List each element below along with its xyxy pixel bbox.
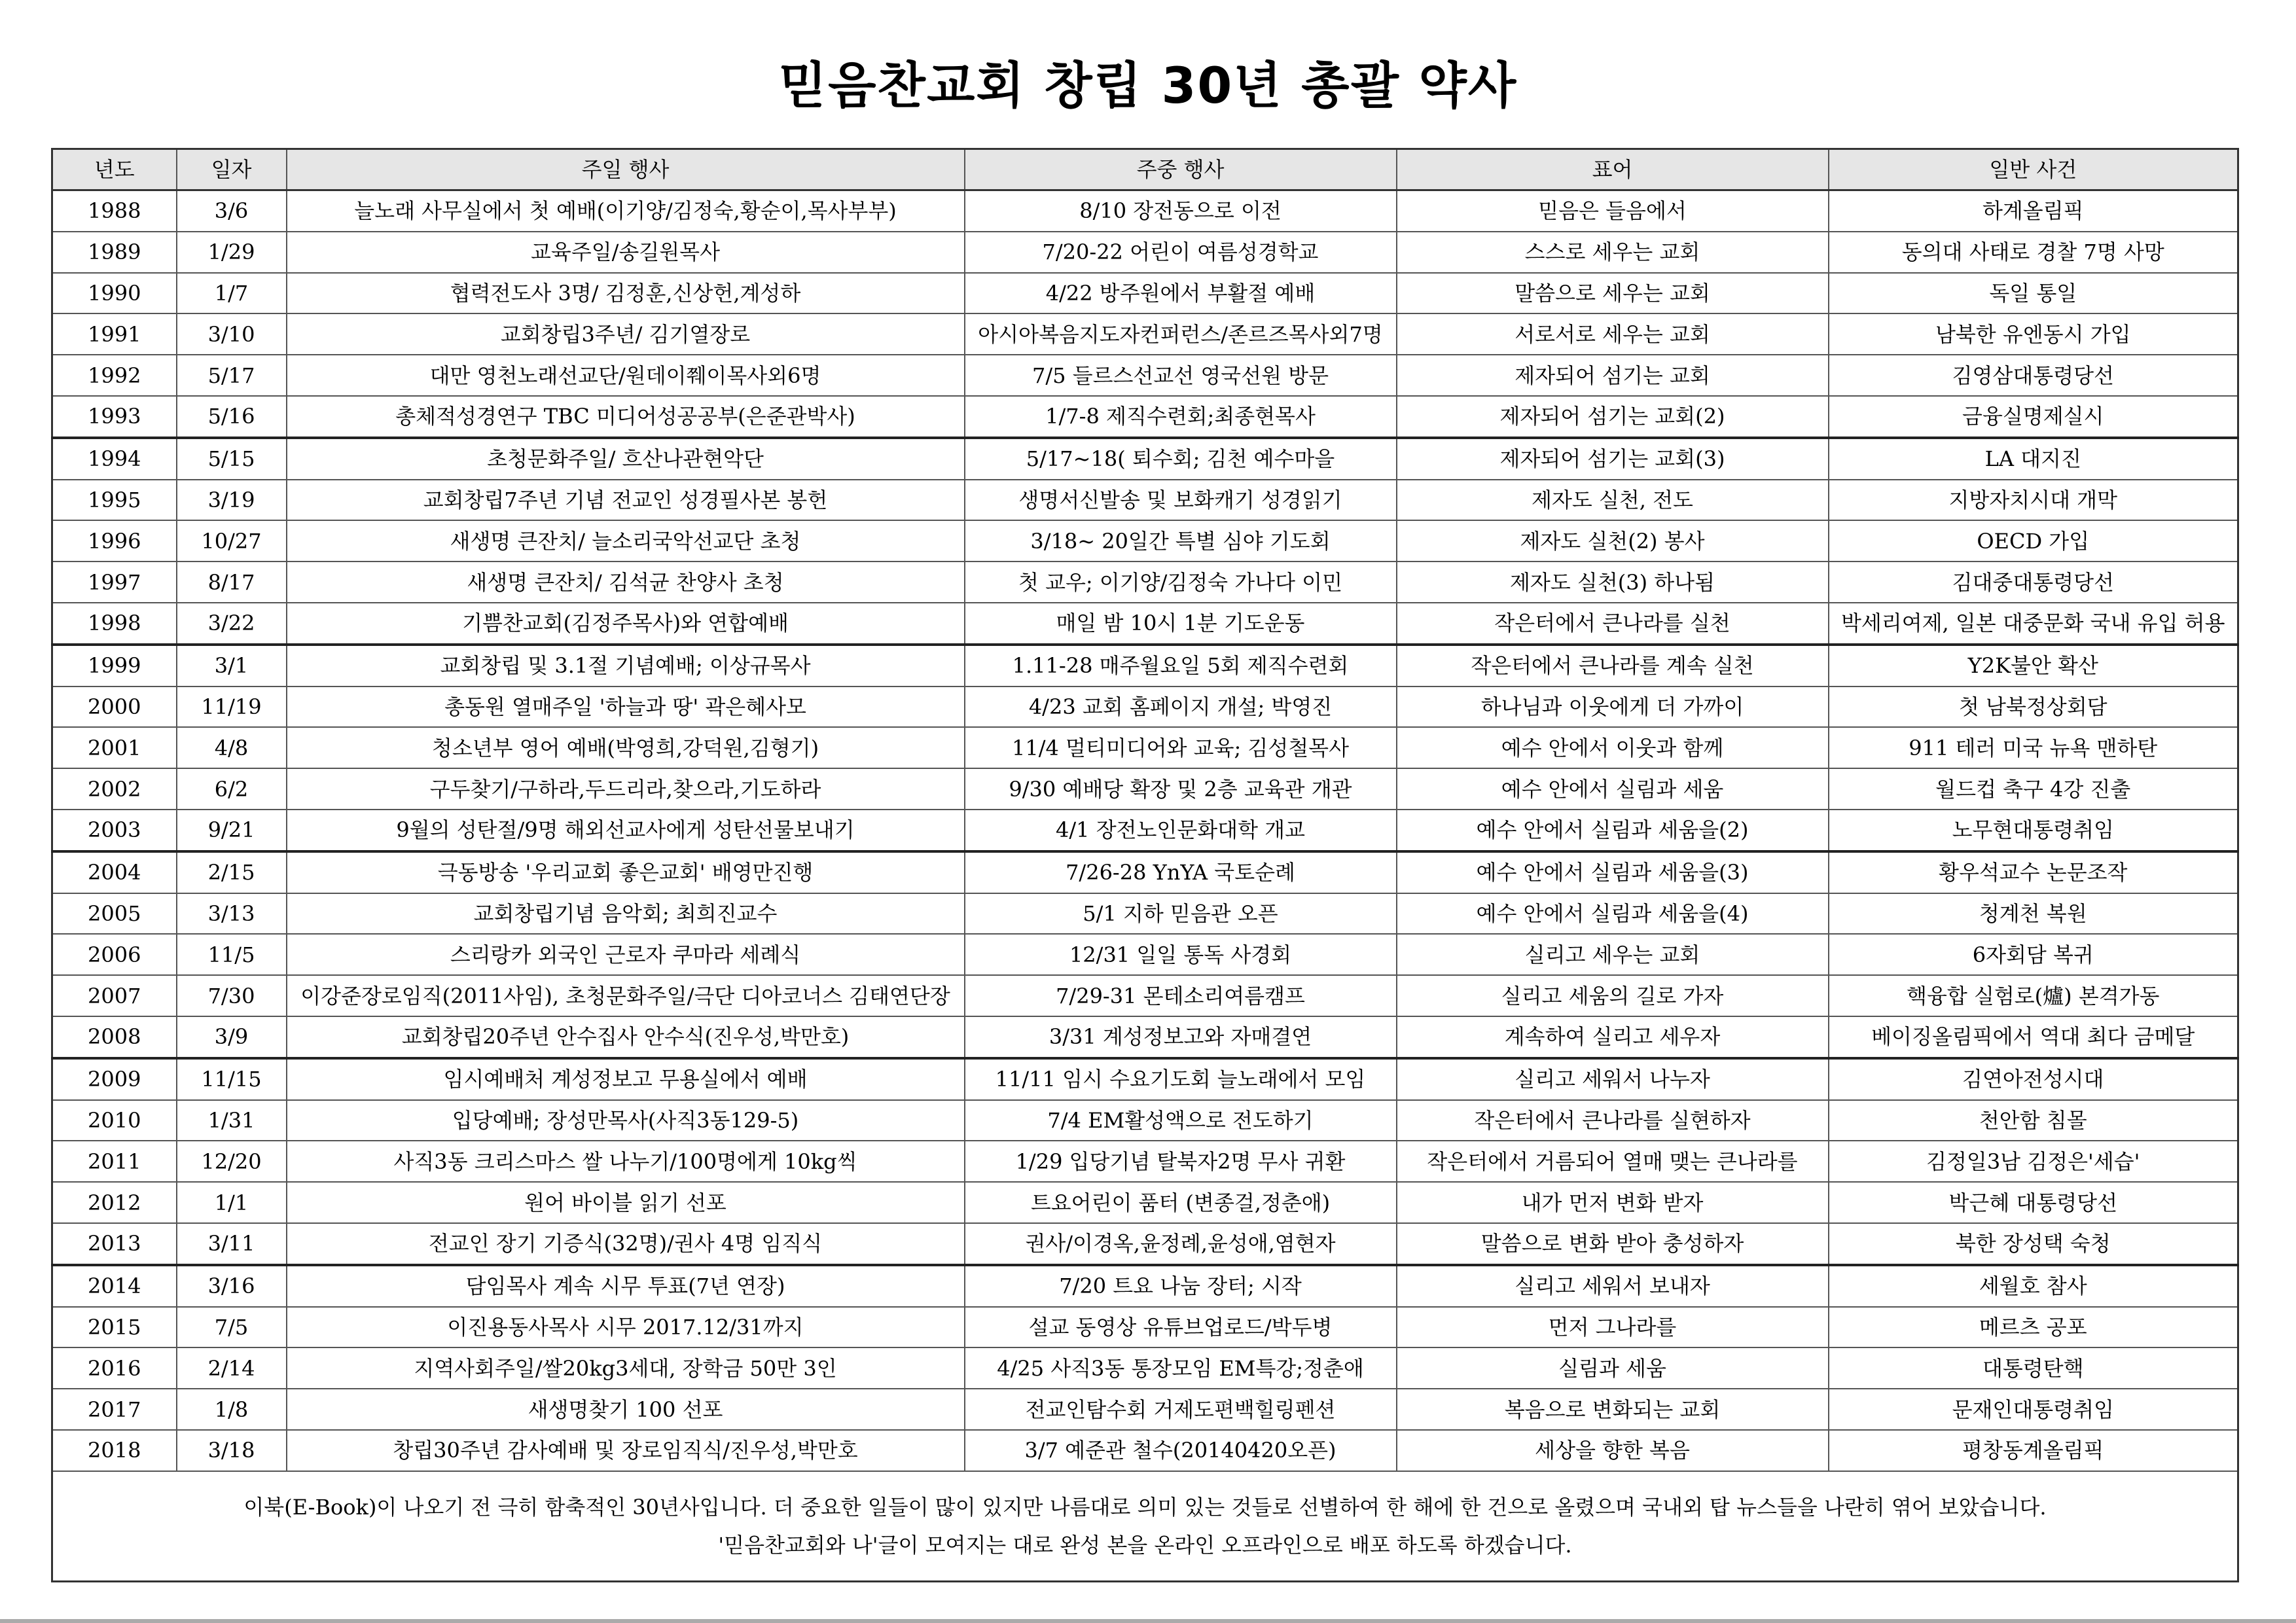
date-cell: 1/29: [177, 232, 287, 273]
table-row: [52, 1141, 2238, 1182]
year-cell: 1990: [52, 273, 177, 314]
motto-cell: 제자되어 섬기는 교회(2): [1397, 396, 1829, 438]
motto-cell: 스스로 세우는 교회: [1397, 232, 1829, 273]
date-cell: 1/1: [177, 1182, 287, 1223]
date-cell: 3/10: [177, 313, 287, 355]
weekday-event-cell: 7/5 들르스선교선 영국선원 방문: [965, 355, 1397, 396]
sunday-event-cell: 초청문화주일/ 흐산나관현악단: [287, 438, 965, 480]
weekday-event-cell: 4/22 방주원에서 부활절 예배: [965, 273, 1397, 314]
sunday-event-cell: 사직3동 크리스마스 쌀 나누기/100명에게 10kg씩: [287, 1141, 965, 1182]
motto-cell: 내가 먼저 변화 받자: [1397, 1182, 1829, 1223]
general-news-cell: 911 테러 미국 뉴욕 맨하탄: [1829, 727, 2238, 768]
date-cell: 5/15: [177, 438, 287, 480]
general-news-cell: 남북한 유엔동시 가입: [1829, 313, 2238, 355]
year-cell: 1988: [52, 190, 177, 232]
motto-cell: 제자되어 섬기는 교회(3): [1397, 438, 1829, 480]
sunday-event-cell: 새생명찾기 100 선포: [287, 1389, 965, 1430]
date-cell: 8/17: [177, 562, 287, 603]
date-cell: 11/5: [177, 934, 287, 975]
general-news-cell: 북한 장성택 숙청: [1829, 1223, 2238, 1265]
table-row: [52, 1100, 2238, 1141]
general-news-cell: Y2K불안 확산: [1829, 645, 2238, 687]
year-cell: 2008: [52, 1016, 177, 1058]
year-cell: 2005: [52, 893, 177, 935]
year-cell: 1998: [52, 603, 177, 645]
motto-cell: 제자도 실천, 전도: [1397, 480, 1829, 521]
year-cell: 2017: [52, 1389, 177, 1430]
weekday-event-cell: 12/31 일일 통독 사경회: [965, 934, 1397, 975]
motto-cell: 예수 안에서 실림과 세움을(3): [1397, 851, 1829, 893]
motto-cell: 실리고 세워서 나누자: [1397, 1058, 1829, 1100]
general-news-cell: 김영삼대통령당선: [1829, 355, 2238, 396]
weekday-event-cell: 설교 동영상 유튜브업로드/박두병: [965, 1307, 1397, 1348]
note-row: [52, 1471, 2238, 1582]
sunday-event-cell: 청소년부 영어 예배(박영희,강덕원,김형기): [287, 727, 965, 768]
table-row: [52, 768, 2238, 810]
table-header: [52, 149, 2238, 190]
year-cell: 1989: [52, 232, 177, 273]
year-cell: 1993: [52, 396, 177, 438]
weekday-event-cell: 권사/이경옥,윤정례,윤성애,염현자: [965, 1223, 1397, 1265]
sunday-event-cell: 구두찾기/구하라,두드리라,찾으라,기도하라: [287, 768, 965, 810]
general-news-cell: 금융실명제실시: [1829, 396, 2238, 438]
motto-cell: 복음으로 변화되는 교회: [1397, 1389, 1829, 1430]
year-cell: 2015: [52, 1307, 177, 1348]
header-general-news: 일반 사건: [1829, 149, 2238, 190]
year-cell: 1992: [52, 355, 177, 396]
sunday-event-cell: 이진용동사목사 시무 2017.12/31까지: [287, 1307, 965, 1348]
date-cell: 11/19: [177, 687, 287, 728]
motto-cell: 작은터에서 큰나라를 계속 실천: [1397, 645, 1829, 687]
sunday-event-cell: 총동원 열매주일 '하늘과 땅' 곽은혜사모: [287, 687, 965, 728]
history-table: [51, 148, 2239, 1582]
table-row: [52, 232, 2238, 273]
general-news-cell: 세월호 참사: [1829, 1265, 2238, 1307]
weekday-event-cell: 생명서신발송 및 보화캐기 성경읽기: [965, 480, 1397, 521]
weekday-event-cell: 3/7 예준관 철수(20140420오픈): [965, 1430, 1397, 1471]
year-cell: 1994: [52, 438, 177, 480]
motto-cell: 하나님과 이웃에게 더 가까이: [1397, 687, 1829, 728]
header-sunday-event: 주일 행사: [287, 149, 965, 190]
table-row: [52, 851, 2238, 893]
motto-cell: 실리고 세우는 교회: [1397, 934, 1829, 975]
table-row: [52, 1389, 2238, 1430]
weekday-event-cell: 7/4 EM활성액으로 전도하기: [965, 1100, 1397, 1141]
table-row: [52, 1347, 2238, 1389]
sunday-event-cell: 새생명 큰잔치/ 늘소리국악선교단 초청: [287, 520, 965, 562]
motto-cell: 계속하여 실리고 세우자: [1397, 1016, 1829, 1058]
year-cell: 2018: [52, 1430, 177, 1471]
year-cell: 2016: [52, 1347, 177, 1389]
date-cell: 3/1: [177, 645, 287, 687]
weekday-event-cell: 전교인탐수회 거제도편백힐링펜션: [965, 1389, 1397, 1430]
sunday-event-cell: 교회창립7주년 기념 전교인 성경필사본 봉헌: [287, 480, 965, 521]
date-cell: 6/2: [177, 768, 287, 810]
date-cell: 2/15: [177, 851, 287, 893]
sunday-event-cell: 협력전도사 3명/ 김정훈,신상헌,계성하: [287, 273, 965, 314]
general-news-cell: 박세리여제, 일본 대중문화 국내 유입 허용: [1829, 603, 2238, 645]
date-cell: 9/21: [177, 810, 287, 851]
general-news-cell: 평창동계올림픽: [1829, 1430, 2238, 1471]
motto-cell: 세상을 향한 복음: [1397, 1430, 1829, 1471]
date-cell: 4/8: [177, 727, 287, 768]
motto-cell: 작은터에서 큰나라를 실천: [1397, 603, 1829, 645]
table-row: [52, 645, 2238, 687]
year-cell: 1999: [52, 645, 177, 687]
general-news-cell: OECD 가입: [1829, 520, 2238, 562]
year-cell: 2009: [52, 1058, 177, 1100]
sunday-event-cell: 스리랑카 외국인 근로자 쿠마라 세례식: [287, 934, 965, 975]
header-row: [52, 149, 2238, 190]
weekday-event-cell: 5/1 지하 믿음관 오픈: [965, 893, 1397, 935]
year-cell: 2004: [52, 851, 177, 893]
sunday-event-cell: 담임목사 계속 시무 투표(7년 연장): [287, 1265, 965, 1307]
sunday-event-cell: 총체적성경연구 TBC 미디어성공공부(은준관박사): [287, 396, 965, 438]
weekday-event-cell: 1/7-8 제직수련회;최종현목사: [965, 396, 1397, 438]
weekday-event-cell: 1/29 입당기념 탈북자2명 무사 귀환: [965, 1141, 1397, 1182]
motto-cell: 예수 안에서 실림과 세움을(4): [1397, 893, 1829, 935]
table-row: [52, 893, 2238, 935]
note-line-1: 이북(E-Book)이 나오기 전 극히 함축적인 30년사입니다. 더 중요한 일들이 많이 있지만 나름대로 의미 있는 것들로 선별하여 한 해에 한 건으로 올렸으며 국내외 탑 뉴스들을 나란히 엮어 보았습니다.: [243, 1494, 2047, 1520]
table-row: [52, 975, 2238, 1016]
motto-cell: 작은터에서 거름되어 열매 맺는 큰나라를: [1397, 1141, 1829, 1182]
general-news-cell: 노무현대통령취임: [1829, 810, 2238, 851]
year-cell: 1996: [52, 520, 177, 562]
general-news-cell: 박근혜 대통령당선: [1829, 1182, 2238, 1223]
motto-cell: 서로서로 세우는 교회: [1397, 313, 1829, 355]
general-news-cell: 6자회담 복귀: [1829, 934, 2238, 975]
date-cell: 3/18: [177, 1430, 287, 1471]
table-row: [52, 1307, 2238, 1348]
motto-cell: 말씀으로 변화 받아 충성하자: [1397, 1223, 1829, 1265]
general-news-cell: 핵융합 실험로(爐) 본격가동: [1829, 975, 2238, 1016]
note-line-2: '믿음찬교회와 나'글이 모여지는 대로 완성 본을 온라인 오프라인으로 배포 하도록 하겠습니다.: [718, 1532, 1572, 1558]
motto-cell: 말씀으로 세우는 교회: [1397, 273, 1829, 314]
sunday-event-cell: 전교인 장기 기증식(32명)/권사 4명 임직식: [287, 1223, 965, 1265]
general-news-cell: 청계천 복원: [1829, 893, 2238, 935]
motto-cell: 제자되어 섬기는 교회: [1397, 355, 1829, 396]
general-news-cell: 대통령탄핵: [1829, 1347, 2238, 1389]
sunday-event-cell: 임시예배처 계성정보고 무용실에서 예배: [287, 1058, 965, 1100]
date-cell: 12/20: [177, 1141, 287, 1182]
general-news-cell: 김대중대통령당선: [1829, 562, 2238, 603]
year-cell: 2001: [52, 727, 177, 768]
general-news-cell: 베이징올림픽에서 역대 최다 금메달: [1829, 1016, 2238, 1058]
sunday-event-cell: 지역사회주일/쌀20kg3세대, 장학금 50만 3인: [287, 1347, 965, 1389]
page-title: 믿음찬교회 창립 30년 총괄 약사: [778, 56, 1518, 115]
date-cell: 3/19: [177, 480, 287, 521]
table-row: [52, 520, 2238, 562]
motto-cell: 실리고 세워서 보내자: [1397, 1265, 1829, 1307]
date-cell: 1/31: [177, 1100, 287, 1141]
date-cell: 3/22: [177, 603, 287, 645]
table-body: [52, 190, 2238, 1471]
table-row: [52, 396, 2238, 438]
table-row: [52, 727, 2238, 768]
motto-cell: 실림과 세움: [1397, 1347, 1829, 1389]
table-row: [52, 313, 2238, 355]
motto-cell: 제자도 실천(2) 봉사: [1397, 520, 1829, 562]
motto-cell: 예수 안에서 실림과 세움: [1397, 768, 1829, 810]
date-cell: 3/11: [177, 1223, 287, 1265]
weekday-event-cell: 9/30 예배당 확장 및 2층 교육관 개관: [965, 768, 1397, 810]
motto-cell: 예수 안에서 실림과 세움을(2): [1397, 810, 1829, 851]
general-news-cell: 동의대 사태로 경찰 7명 사망: [1829, 232, 2238, 273]
motto-cell: 믿음은 들음에서: [1397, 190, 1829, 232]
weekday-event-cell: 8/10 장전동으로 이전: [965, 190, 1397, 232]
weekday-event-cell: 7/29-31 몬테소리여름캠프: [965, 975, 1397, 1016]
weekday-event-cell: 11/11 임시 수요기도회 늘노래에서 모임: [965, 1058, 1397, 1100]
table-row: [52, 480, 2238, 521]
table-row: [52, 1058, 2238, 1100]
date-cell: 1/8: [177, 1389, 287, 1430]
year-cell: 2014: [52, 1265, 177, 1307]
date-cell: 3/6: [177, 190, 287, 232]
weekday-event-cell: 7/20 트요 나눔 장터; 시작: [965, 1265, 1397, 1307]
year-cell: 2012: [52, 1182, 177, 1223]
table-row: [52, 1430, 2238, 1471]
weekday-event-cell: 1.11-28 매주월요일 5회 제직수련회: [965, 645, 1397, 687]
weekday-event-cell: 7/20-22 어린이 여름성경학교: [965, 232, 1397, 273]
weekday-event-cell: 5/17~18( 퇴수회; 김천 예수마을: [965, 438, 1397, 480]
header-date: 일자: [177, 149, 287, 190]
table-row: [52, 1182, 2238, 1223]
table-row: [52, 273, 2238, 314]
header-weekday-event: 주중 행사: [965, 149, 1397, 190]
table-row: [52, 687, 2238, 728]
general-news-cell: 메르츠 공포: [1829, 1307, 2238, 1348]
sunday-event-cell: 창립30주년 감사예배 및 장로임직식/진우성,박만호: [287, 1430, 965, 1471]
table-row: [52, 603, 2238, 645]
general-news-cell: 황우석교수 논문조작: [1829, 851, 2238, 893]
sunday-event-cell: 교회창립기념 음악회; 최희진교수: [287, 893, 965, 935]
sunday-event-cell: 교육주일/송길원목사: [287, 232, 965, 273]
table-row: [52, 355, 2238, 396]
sunday-event-cell: 늘노래 사무실에서 첫 예배(이기양/김정숙,황순이,목사부부): [287, 190, 965, 232]
note-cell: [52, 1471, 2238, 1582]
weekday-event-cell: 첫 교우; 이기양/김정숙 가나다 이민: [965, 562, 1397, 603]
date-cell: 5/16: [177, 396, 287, 438]
sunday-event-cell: 이강준장로임직(2011사임), 초청문화주일/극단 디아코너스 김태연단장: [287, 975, 965, 1016]
general-news-cell: 지방자치시대 개막: [1829, 480, 2238, 521]
year-cell: 2000: [52, 687, 177, 728]
header-motto: 표어: [1397, 149, 1829, 190]
year-cell: 1991: [52, 313, 177, 355]
year-cell: 1995: [52, 480, 177, 521]
motto-cell: 예수 안에서 이웃과 함께: [1397, 727, 1829, 768]
general-news-cell: 천안함 침몰: [1829, 1100, 2238, 1141]
date-cell: 2/14: [177, 1347, 287, 1389]
date-cell: 3/16: [177, 1265, 287, 1307]
date-cell: 5/17: [177, 355, 287, 396]
year-cell: 2010: [52, 1100, 177, 1141]
date-cell: 1/7: [177, 273, 287, 314]
sunday-event-cell: 극동방송 '우리교회 좋은교회' 배영만진행: [287, 851, 965, 893]
weekday-event-cell: 4/23 교회 홈페이지 개설; 박영진: [965, 687, 1397, 728]
header-year: 년도: [52, 149, 177, 190]
general-news-cell: 월드컵 축구 4강 진출: [1829, 768, 2238, 810]
general-news-cell: 문재인대통령취임: [1829, 1389, 2238, 1430]
date-cell: 3/9: [177, 1016, 287, 1058]
weekday-event-cell: 3/18~ 20일간 특별 심야 기도회: [965, 520, 1397, 562]
year-cell: 2002: [52, 768, 177, 810]
weekday-event-cell: 4/1 장전노인문화대학 개교: [965, 810, 1397, 851]
table-row: [52, 438, 2238, 480]
table-row: [52, 190, 2238, 232]
motto-cell: 먼저 그나라를: [1397, 1307, 1829, 1348]
year-cell: 1997: [52, 562, 177, 603]
year-cell: 2013: [52, 1223, 177, 1265]
date-cell: 11/15: [177, 1058, 287, 1100]
table-row: [52, 934, 2238, 975]
sunday-event-cell: 교회창립 및 3.1절 기념예배; 이상규목사: [287, 645, 965, 687]
motto-cell: 제자도 실천(3) 하나됨: [1397, 562, 1829, 603]
bottom-divider: [0, 1619, 2296, 1623]
sunday-event-cell: 교회창립3주년/ 김기열장로: [287, 313, 965, 355]
weekday-event-cell: 4/25 사직3동 통장모임 EM특강;정춘애: [965, 1347, 1397, 1389]
table-row: [52, 562, 2238, 603]
general-news-cell: 하계올림픽: [1829, 190, 2238, 232]
year-cell: 2007: [52, 975, 177, 1016]
weekday-event-cell: 3/31 계성정보고와 자매결연: [965, 1016, 1397, 1058]
weekday-event-cell: 11/4 멀티미디어와 교육; 김성철목사: [965, 727, 1397, 768]
year-cell: 2011: [52, 1141, 177, 1182]
motto-cell: 작은터에서 큰나라를 실현하자: [1397, 1100, 1829, 1141]
general-news-cell: LA 대지진: [1829, 438, 2238, 480]
table-row: [52, 1016, 2238, 1058]
date-cell: 7/30: [177, 975, 287, 1016]
sunday-event-cell: 대만 영천노래선교단/원데이쮀이목사외6명: [287, 355, 965, 396]
weekday-event-cell: 아시아복음지도자컨퍼런스/존르즈목사외7명: [965, 313, 1397, 355]
table-row: [52, 810, 2238, 851]
table-row: [52, 1265, 2238, 1307]
sunday-event-cell: 새생명 큰잔치/ 김석균 찬양사 초청: [287, 562, 965, 603]
date-cell: 10/27: [177, 520, 287, 562]
weekday-event-cell: 7/26-28 YnYA 국토순례: [965, 851, 1397, 893]
general-news-cell: 독일 통일: [1829, 273, 2238, 314]
sunday-event-cell: 기쁨찬교회(김정주목사)와 연합예배: [287, 603, 965, 645]
weekday-event-cell: 매일 밤 10시 1분 기도운동: [965, 603, 1397, 645]
date-cell: 7/5: [177, 1307, 287, 1348]
sunday-event-cell: 교회창립20주년 안수집사 안수식(진우성,박만호): [287, 1016, 965, 1058]
table-row: [52, 1223, 2238, 1265]
weekday-event-cell: 트요어린이 품터 (변종걸,정춘애): [965, 1182, 1397, 1223]
sunday-event-cell: 원어 바이블 읽기 선포: [287, 1182, 965, 1223]
year-cell: 2006: [52, 934, 177, 975]
date-cell: 3/13: [177, 893, 287, 935]
motto-cell: 실리고 세움의 길로 가자: [1397, 975, 1829, 1016]
general-news-cell: 김연아전성시대: [1829, 1058, 2238, 1100]
general-news-cell: 김정일3남 김정은'세습': [1829, 1141, 2238, 1182]
year-cell: 2003: [52, 810, 177, 851]
sunday-event-cell: 9월의 성탄절/9명 해외선교사에게 성탄선물보내기: [287, 810, 965, 851]
sunday-event-cell: 입당예배; 장성만목사(사직3동129-5): [287, 1100, 965, 1141]
general-news-cell: 첫 남북정상회담: [1829, 687, 2238, 728]
